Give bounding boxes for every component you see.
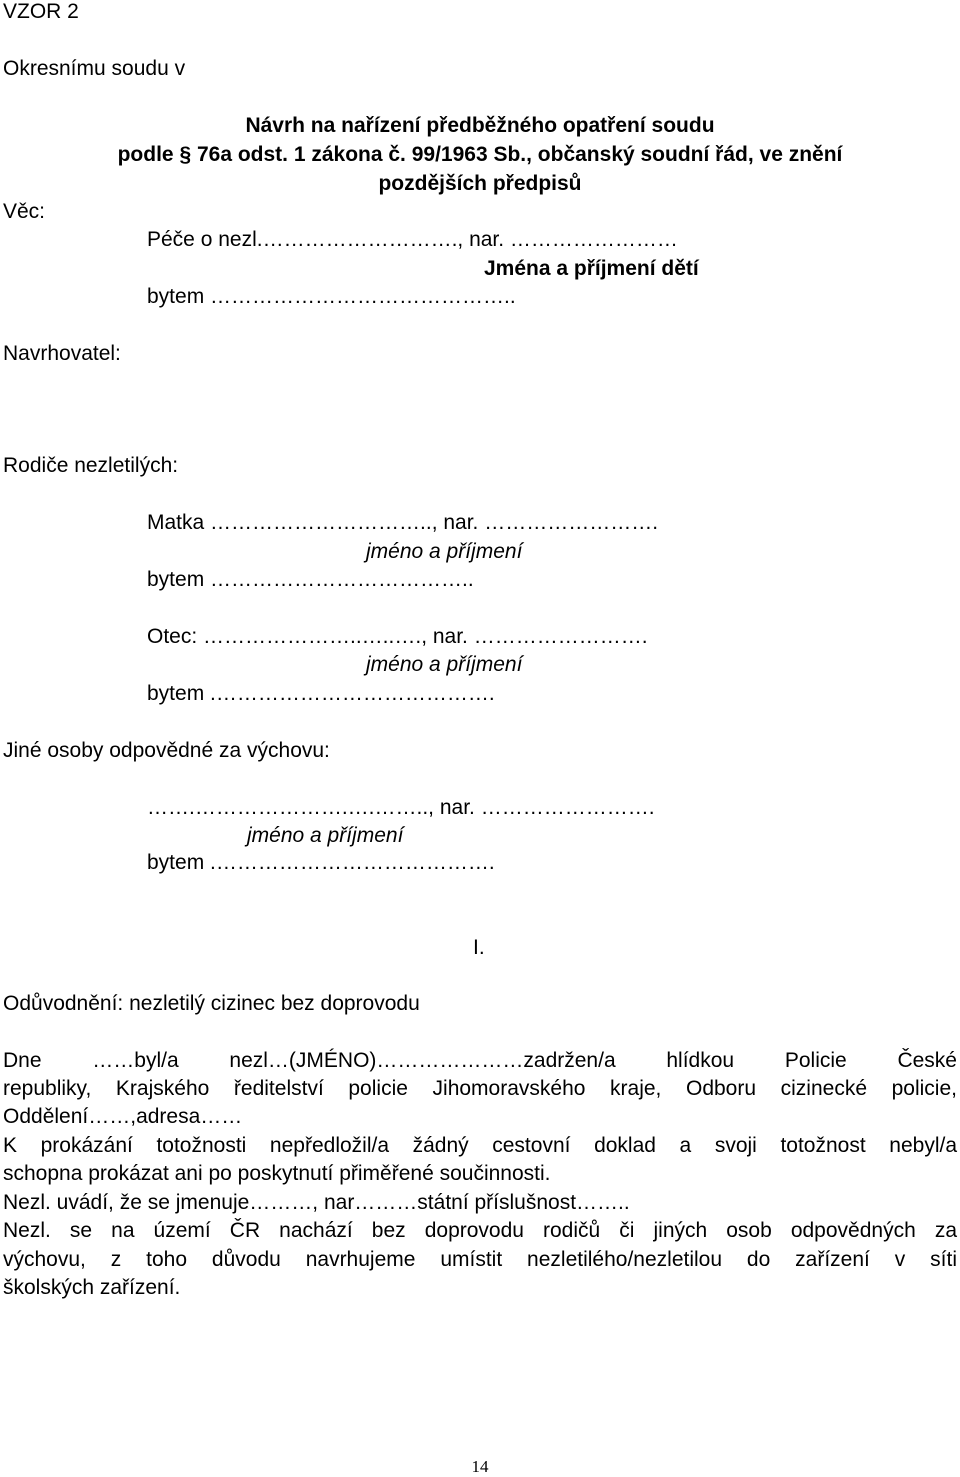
mother-address-line: bytem ……………………………….. [147, 568, 474, 591]
petitioner-label: Navrhovatel: [3, 342, 121, 365]
body-line-2: republiky, Krajského ředitelství policie Jihomoravského kraje, Odboru cizinecké policie, [3, 1077, 957, 1100]
father-name-caption: jméno a příjmení [366, 653, 523, 676]
father-address-line: bytem .…………………………………. [147, 682, 495, 705]
body-line-7: Nezl. se na území ČR nachází bez doprovodu rodičů či jiných osob odpovědných za [3, 1219, 957, 1242]
document-title-line1: Návrh na nařízení předběžného opatření soudu [245, 114, 715, 137]
section-heading: Odůvodnění: nezletilý cizinec bez doprovodu [3, 992, 420, 1015]
document-title-line2: podle § 76a odst. 1 zákona č. 99/1963 Sb., občanský soudní řád, ve znění [117, 143, 843, 166]
mother-line: Matka ………………………….., nar. ……………………. [147, 511, 659, 534]
body-line-8: výchovu, z toho důvodu navrhujeme umístit nezletilého/nezletilou do zařízení v síti [3, 1248, 957, 1271]
child-address-line: bytem …………………………………….. [147, 285, 516, 308]
document-title-line3: pozdějších předpisů [378, 172, 582, 195]
body-line-5: schopna prokázat ani po poskytnutí přiměřené součinnosti. [3, 1162, 551, 1185]
child-care-line: Péče o nezl.………………………., nar. …………………… [147, 228, 678, 251]
body-line-9: školských zařízení. [3, 1276, 181, 1299]
section-number: I. [473, 936, 485, 959]
other-guardian-line: …….………………….….…….., nar. ……………………. [147, 796, 655, 819]
page-number: 14 [471, 1457, 489, 1476]
body-line-3: Oddělení……,adresa…… [3, 1105, 243, 1128]
children-names-caption: Jména a příjmení dětí [484, 257, 699, 280]
court-address: Okresnímu soudu v [3, 57, 186, 80]
other-guardian-address-line: bytem .…………………………………. [147, 851, 495, 874]
other-guardians-label: Jiné osoby odpovědné za výchovu: [3, 739, 330, 762]
body-line-4: K prokázání totožnosti nepředložil/a žádný cestovní doklad a svoji totožnost nebyl/a [3, 1134, 957, 1157]
subject-label: Věc: [3, 200, 46, 223]
mother-name-caption: jméno a příjmení [366, 540, 523, 563]
body-line-1: Dne ……byl/a nezl…(JMÉNO)…………………zadržen/a hlídkou Policie České [3, 1049, 957, 1072]
template-label: VZOR 2 [3, 0, 79, 23]
father-line: Otec: …………………..…..…., nar. ……………………. [147, 625, 648, 648]
other-guardian-name-caption: jméno a příjmení [247, 824, 404, 847]
body-line-6: Nezl. uvádí, že se jmenuje………, nar………státní příslušnost…….. [3, 1191, 630, 1214]
parents-label: Rodiče nezletilých: [3, 454, 179, 477]
